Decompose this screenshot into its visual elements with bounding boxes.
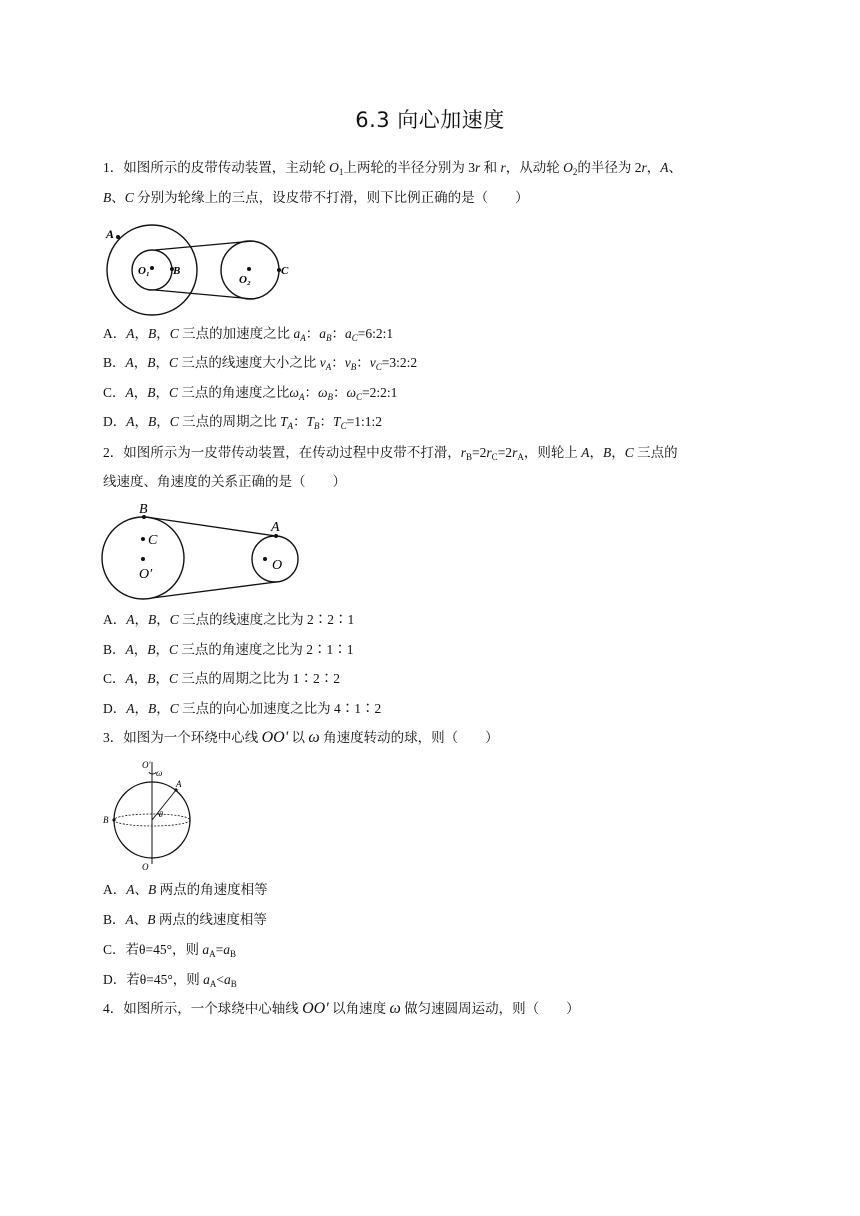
question-1-option-c: C．A，B，C 三点的角速度之比$\omega_A$：$\omega_B$：$\omega_C=2:2:1$ [103, 385, 398, 402]
figure-label-O2: O₂ [239, 274, 251, 286]
question-2-option-d: D．A，B，C 三点的向心加速度之比为 4∶1∶2 [103, 701, 382, 716]
question-3-option-b: B．A、B 两点的线速度相等 [103, 912, 267, 927]
question-2-option-b: B．A，B，C 三点的角速度之比为 2∶1∶1 [103, 642, 354, 657]
question-1-stem-line-2: B、C 分别为轮缘上的三点，设皮带不打滑，则下比例正确的是（ ） [103, 190, 529, 205]
question-2-stem-line-2: 线速度、角速度的关系正确的是（ ） [103, 474, 346, 489]
question-3-option-c: C．若θ=45°，则 $a_A=a_B$ [103, 942, 236, 959]
figure-label-O1: O₁ [138, 265, 150, 277]
question-1-option-b: B．A，B，C 三点的线速度大小之比 $v_A$：$v_B$：$v_C=3:2:2$ [103, 355, 418, 372]
figure-label-B: B [103, 815, 109, 825]
figure-label-theta: θ [159, 810, 163, 819]
question-2-belt-figure [100, 498, 305, 606]
question-2-stem-line-1: 2．如图所示为一皮带传动装置，在传动过程中皮带不打滑，$r_B=2r_C=2r_A$，则轮上 A，B，C 三点的 [103, 445, 678, 462]
figure-label-O: O [272, 558, 283, 573]
figure-label-A: A [106, 227, 115, 241]
question-2-option-a: A．A，B，C 三点的线速度之比为 2∶2∶1 [103, 612, 355, 627]
question-1-option-d: D．A，B，C 三点的周期之比 $T_A$：$T_B$：$T_C=1:1:2$ [103, 414, 382, 431]
question-3-sphere-figure [100, 756, 200, 874]
figure-label-B: B [173, 265, 181, 277]
figure-label-O-prime: O′ [139, 567, 153, 582]
question-3-stem: 3．如图为一个环绕中心线 OO' 以 ω 角速度转动的球，则（ ） [103, 729, 499, 746]
question-4-stem: 4．如图所示，一个球绕中心轴线 OO′ 以角速度 ω 做匀速圆周运动，则（ ） [103, 1000, 580, 1017]
page-title: 6.3 向心加速度 [355, 108, 505, 132]
figure-label-C: C [281, 265, 289, 277]
figure-label-B: B [139, 502, 148, 517]
question-2-option-c: C．A，B，C 三点的周期之比为 1∶2∶2 [103, 671, 341, 686]
question-1-option-a: A．A，B，C 三点的加速度之比 $a_A$：$a_B$：$a_C=6:2:1$ [103, 326, 394, 343]
figure-label-C: C [148, 533, 158, 548]
question-1-belt-figure [100, 222, 300, 318]
figure-label-omega: ω [156, 768, 163, 778]
figure-label-O: O [142, 862, 149, 872]
question-1-stem-line-1: 1．如图所示的皮带传动装置，主动轮 $O_1$上两轮的半径分别为 3r 和 r，从动轮 $O_2$的半径为 2r，A、 [103, 160, 683, 177]
figure-label-A: A [176, 779, 182, 789]
question-3-option-a: A．A、B 两点的角速度相等 [103, 882, 268, 897]
question-3-option-d: D．若θ=45°，则 $a_A<a_B$ [103, 972, 237, 989]
figure-label-O-prime: O' [142, 760, 151, 770]
figure-label-A: A [271, 520, 280, 535]
